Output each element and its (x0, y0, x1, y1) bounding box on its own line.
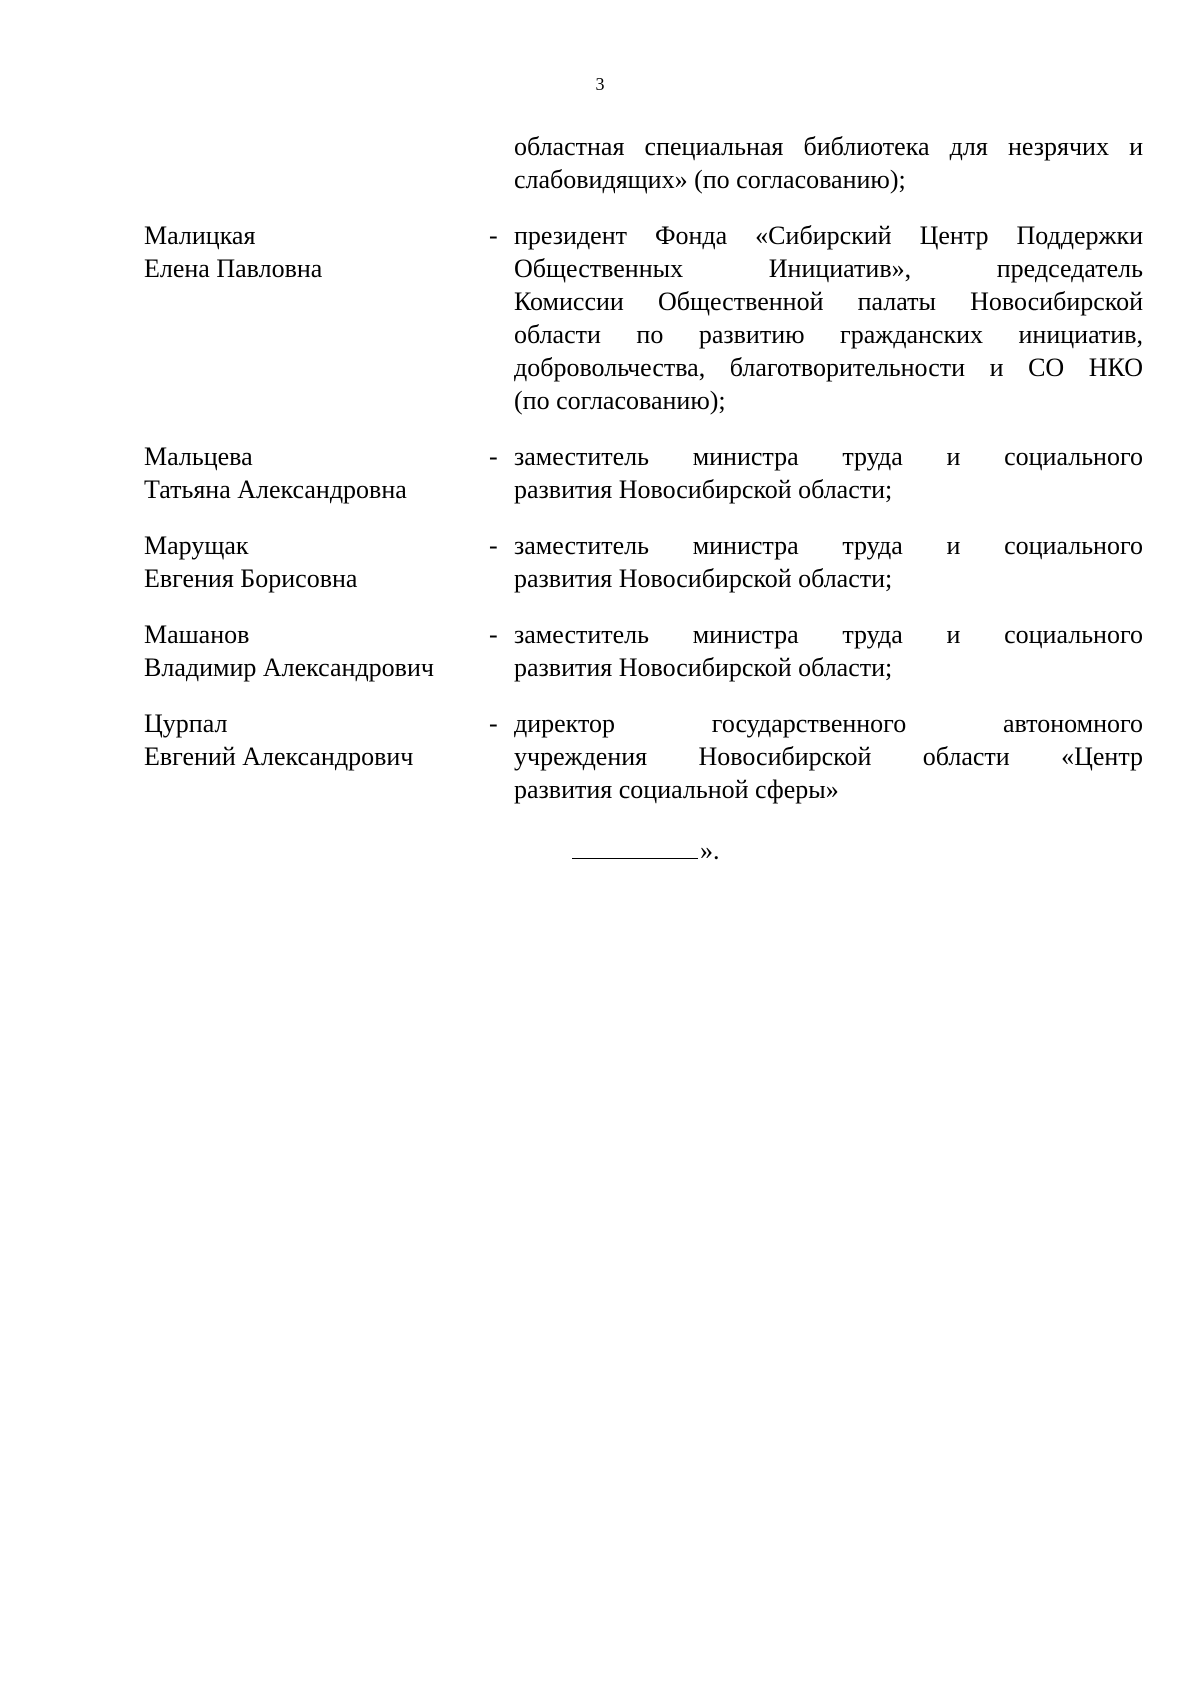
description-line: областная специальная библиотека для незрячих и (514, 132, 1143, 161)
description-line: заместитель министра труда и социального (514, 620, 1143, 649)
description-line: президент Фонда «Сибирский Центр Поддержки (514, 221, 1143, 250)
member-given-name: Евгений Александрович (144, 742, 414, 771)
member-row (144, 618, 1143, 684)
member-name (144, 529, 484, 595)
closing-mark (572, 832, 720, 867)
underline-rule (572, 832, 698, 859)
page-number: 3 (595, 74, 605, 94)
member-name (144, 440, 484, 506)
separator-dash: - (489, 709, 498, 738)
member-surname: Малицкая (144, 221, 256, 250)
member-description (514, 219, 1143, 417)
member-row (144, 130, 1143, 196)
member-name (144, 618, 484, 684)
description-line: учреждения Новосибирской области «Центр (514, 742, 1143, 771)
member-description (514, 130, 1143, 196)
description-line: слабовидящих» (по согласованию); (514, 165, 906, 194)
member-name (144, 219, 484, 285)
separator-dash: - (489, 221, 498, 250)
member-given-name: Елена Павловна (144, 254, 323, 283)
member-row (144, 529, 1143, 595)
member-row (144, 440, 1143, 506)
member-row (144, 707, 1143, 806)
description-line: развития Новосибирской области; (514, 475, 893, 504)
description-line: развития Новосибирской области; (514, 653, 893, 682)
member-given-name: Евгения Борисовна (144, 564, 358, 593)
description-line: области по развитию гражданских инициатив, (514, 320, 1143, 349)
member-given-name: Владимир Александрович (144, 653, 434, 682)
member-name (144, 707, 484, 773)
member-row (144, 219, 1143, 417)
description-line: (по согласованию); (514, 386, 726, 415)
description-line: развития Новосибирской области; (514, 564, 893, 593)
member-description (514, 529, 1143, 595)
description-line: заместитель министра труда и социального (514, 442, 1143, 471)
separator-dash: - (489, 531, 498, 560)
description-line: Комиссии Общественной палаты Новосибирской (514, 287, 1143, 316)
member-surname: Мальцева (144, 442, 253, 471)
member-description (514, 440, 1143, 506)
member-surname: Цурпал (144, 709, 228, 738)
closing-quote: ». (700, 836, 720, 865)
member-description (514, 707, 1143, 806)
separator-dash: - (489, 620, 498, 649)
member-description (514, 618, 1143, 684)
description-line: развития социальной сферы» (514, 775, 839, 804)
member-list (144, 130, 1143, 806)
member-surname: Машанов (144, 620, 250, 649)
member-given-name: Татьяна Александровна (144, 475, 407, 504)
description-line: заместитель министра труда и социального (514, 531, 1143, 560)
member-surname: Марущак (144, 531, 249, 560)
description-line: Общественных Инициатив», председатель (514, 254, 1143, 283)
description-line: директор государственного автономного (514, 709, 1143, 738)
separator-dash: - (489, 442, 498, 471)
description-line: добровольчества, благотворительности и СО НКО (514, 353, 1143, 382)
